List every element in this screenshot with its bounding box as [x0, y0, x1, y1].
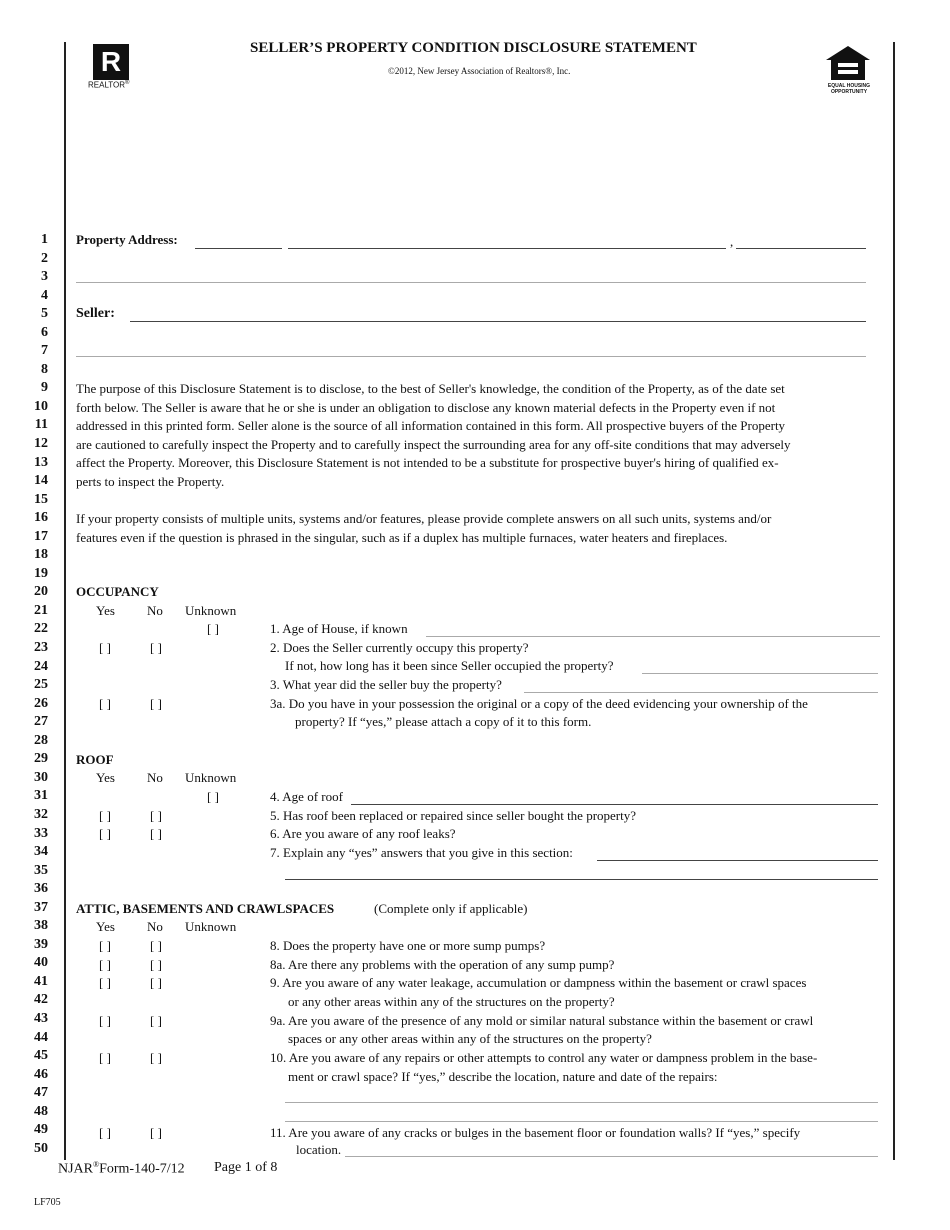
q9-text: 9. Are you aware of any water leakage, accumulation or dampness within the basement or crawl spaces [270, 975, 807, 990]
line-number: 3 [41, 269, 48, 285]
line-number: 5 [41, 306, 48, 322]
line-number: 23 [34, 640, 48, 656]
line-number: 24 [34, 658, 48, 674]
q9-text-cont: or any other areas within any of the structures on the property? [288, 994, 615, 1009]
property-address-number-field[interactable] [195, 248, 282, 249]
line-number: 30 [34, 769, 48, 785]
q8a-no-checkbox[interactable]: [ ] [150, 957, 162, 972]
roof-col-yes: Yes [96, 770, 115, 785]
footer-page-number: Page 1 of 8 [214, 1160, 278, 1175]
seller-name-line-2[interactable] [76, 356, 866, 357]
attic-col-no: No [147, 919, 163, 934]
line-number: 35 [34, 862, 48, 878]
equal-housing-icon [823, 44, 873, 82]
line-number: 43 [34, 1010, 48, 1026]
line-number: 31 [34, 788, 48, 804]
page-title: SELLER’S PROPERTY CONDITION DISCLOSURE STATEMENT [250, 40, 697, 56]
q10-answer-line-2[interactable] [285, 1121, 878, 1122]
q6-yes-checkbox[interactable]: [ ] [99, 826, 111, 841]
occupancy-col-no: No [147, 603, 163, 618]
q2b-text: If not, how long has it been since Seller occupied the property? [285, 658, 614, 673]
line-number: 15 [34, 491, 48, 507]
q11-answer-field[interactable] [345, 1156, 878, 1157]
property-address-city-field[interactable] [736, 248, 866, 249]
line-number: 37 [34, 899, 48, 915]
equal-housing-label: EQUAL HOUSING OPPORTUNITY [827, 83, 871, 95]
line-number: 50 [34, 1140, 48, 1156]
copyright-line: ©2012, New Jersey Association of Realtors®, Inc. [388, 66, 571, 76]
q9a-no-checkbox[interactable]: [ ] [150, 1013, 162, 1028]
q2-text: 2. Does the Seller currently occupy this property? [270, 640, 529, 655]
line-number: 45 [34, 1048, 48, 1064]
footer-form-id: NJAR®Form-140-7/12 [58, 1160, 185, 1177]
line-number: 38 [34, 918, 48, 934]
address-comma: , [730, 234, 734, 249]
property-address-line-2[interactable] [76, 282, 866, 283]
q3a-no-checkbox[interactable]: [ ] [150, 696, 162, 711]
q3-answer-field[interactable] [524, 692, 878, 693]
line-number: 42 [34, 992, 48, 1008]
q9-yes-checkbox[interactable]: [ ] [99, 975, 111, 990]
realtor-logo-mark: R [100, 46, 122, 77]
q6-text: 6. Are you aware of any roof leaks? [270, 826, 456, 841]
q2-yes-checkbox[interactable]: [ ] [99, 640, 111, 655]
line-number: 7 [41, 343, 48, 359]
line-number: 4 [41, 287, 48, 303]
line-number: 34 [34, 844, 48, 860]
line-number: 32 [34, 806, 48, 822]
q9a-yes-checkbox[interactable]: [ ] [99, 1013, 111, 1028]
left-margin-rule [64, 42, 66, 1160]
multi-unit-paragraph: If your property consists of multiple units, systems and/or features, please provide complete answers on all such units, systems and/or features even if the question is phrased in the singular, such as if a duplex has multiple furnaces, water heaters and fireplaces. [76, 511, 772, 545]
line-number: 14 [34, 473, 48, 489]
line-number: 40 [34, 955, 48, 971]
attic-col-yes: Yes [96, 919, 115, 934]
line-number: 41 [34, 973, 48, 989]
line-number: 8 [41, 361, 48, 377]
q9a-text: 9a. Are you aware of the presence of any mold or similar natural substance within the basement or crawl [270, 1013, 814, 1028]
roof-col-no: No [147, 770, 163, 785]
q8-text: 8. Does the property have one or more sump pumps? [270, 938, 546, 953]
q8a-yes-checkbox[interactable]: [ ] [99, 957, 111, 972]
line-number: 25 [34, 677, 48, 693]
intro-paragraph: The purpose of this Disclosure Statement is to disclose, to the best of Seller's knowledge, the condition of the Property, as of the date set forth below. The Seller is aware that he or she is under an obligation to disclose any known material defects in the Property even if not addressed in this printed form. Seller alone is the source of all information contained in this form. All prospective buyers of the Property are cautioned to carefully inspect the Property and to carefully inspect the surrounding area for any off-site conditions that may adversely affect the Property. Moreover, this Disclosure Statement is not intended to be a substitute for prospective buyer's hiring of qualified ex- perts to inspect the Property. [76, 381, 791, 489]
q7-answer-line-2[interactable] [285, 879, 878, 880]
line-number: 11 [34, 417, 48, 433]
q3a-text: 3a. Do you have in your possession the original or a copy of the deed evidencing your ownership of the [270, 696, 808, 711]
line-number: 33 [34, 825, 48, 841]
seller-name-field[interactable] [130, 321, 866, 322]
occupancy-col-unknown: Unknown [185, 603, 237, 618]
q4-text: 4. Age of roof [270, 789, 343, 804]
line-number: 22 [34, 621, 48, 637]
occupancy-col-yes: Yes [96, 603, 115, 618]
occupancy-heading: OCCUPANCY [76, 584, 159, 599]
roof-col-unknown: Unknown [185, 770, 237, 785]
q9a-text-cont: spaces or any other areas within any of the structures on the property? [288, 1031, 652, 1046]
q5-text: 5. Has roof been replaced or repaired since seller bought the property? [270, 808, 637, 823]
line-number: 28 [34, 732, 48, 748]
attic-note: (Complete only if applicable) [374, 901, 528, 916]
line-number: 13 [34, 454, 48, 470]
line-number: 18 [34, 547, 48, 563]
q4-answer-field[interactable] [351, 804, 878, 805]
q10-yes-checkbox[interactable]: [ ] [99, 1050, 111, 1065]
q8-yes-checkbox[interactable]: [ ] [99, 938, 111, 953]
realtor-logo [93, 44, 129, 80]
q2-no-checkbox[interactable]: [ ] [150, 640, 162, 655]
q10-text: 10. Are you aware of any repairs or other attempts to control any water or dampness problem in the base- [270, 1050, 818, 1065]
q7-text: 7. Explain any “yes” answers that you give in this section: [270, 845, 573, 860]
line-number: 17 [34, 528, 48, 544]
q11-yes-checkbox[interactable]: [ ] [99, 1125, 111, 1140]
q3-text: 3. What year did the seller buy the property? [270, 677, 502, 692]
q8-no-checkbox[interactable]: [ ] [150, 938, 162, 953]
line-number: 47 [34, 1085, 48, 1101]
q5-no-checkbox[interactable]: [ ] [150, 808, 162, 823]
property-address-street-field[interactable] [288, 248, 726, 249]
q1-answer-field[interactable] [426, 636, 880, 637]
line-number: 21 [34, 602, 48, 618]
line-number: 39 [34, 936, 48, 952]
q10-text-cont: ment or crawl space? If “yes,” describe the location, nature and date of the repairs: [288, 1069, 718, 1084]
line-number: 12 [34, 436, 48, 452]
line-number: 26 [34, 695, 48, 711]
seller-label: Seller: [76, 306, 115, 321]
attic-col-unknown: Unknown [185, 919, 237, 934]
line-number: 46 [34, 1066, 48, 1082]
realtor-label: REALTOR® [88, 80, 130, 90]
property-address-label: Property Address: [76, 232, 178, 247]
line-number: 6 [41, 324, 48, 340]
line-number: 27 [34, 714, 48, 730]
q3a-text-cont: property? If “yes,” please attach a copy of it to this form. [295, 714, 592, 729]
line-number: 9 [41, 380, 48, 396]
line-number: 20 [34, 584, 48, 600]
q5-yes-checkbox[interactable]: [ ] [99, 808, 111, 823]
roof-heading: ROOF [76, 752, 114, 767]
q2b-answer-field[interactable] [642, 673, 878, 674]
q6-no-checkbox[interactable]: [ ] [150, 826, 162, 841]
line-number: 36 [34, 881, 48, 897]
q10-answer-line-1[interactable] [285, 1102, 878, 1103]
q3a-yes-checkbox[interactable]: [ ] [99, 696, 111, 711]
attic-heading: ATTIC, BASEMENTS AND CRAWLSPACES [76, 901, 335, 916]
line-number: 44 [34, 1029, 48, 1045]
q11-text: 11. Are you aware of any cracks or bulges in the basement floor or foundation walls? If “yes,” specify [270, 1125, 801, 1140]
line-number: 49 [34, 1122, 48, 1138]
line-number: 16 [34, 510, 48, 526]
right-margin-rule [893, 42, 895, 1160]
q9-no-checkbox[interactable]: [ ] [150, 975, 162, 990]
q11-no-checkbox[interactable]: [ ] [150, 1125, 162, 1140]
q8a-text: 8a. Are there any problems with the operation of any sump pump? [270, 957, 615, 972]
line-number: 10 [34, 398, 48, 414]
q1-text: 1. Age of House, if known [270, 621, 408, 636]
q7-answer-field[interactable] [597, 860, 878, 861]
line-number: 1 [41, 232, 48, 247]
q11-text-cont: location. [296, 1142, 342, 1157]
q4-unknown-checkbox[interactable]: [ ] [207, 789, 219, 804]
q1-unknown-checkbox[interactable]: [ ] [207, 621, 219, 636]
line-number: 2 [41, 250, 48, 266]
line-numbers [26, 231, 48, 1158]
line-number: 29 [34, 751, 48, 767]
line-number: 19 [34, 565, 48, 581]
q10-no-checkbox[interactable]: [ ] [150, 1050, 162, 1065]
line-number: 48 [34, 1103, 48, 1119]
footer-code: LF705 [34, 1197, 61, 1208]
